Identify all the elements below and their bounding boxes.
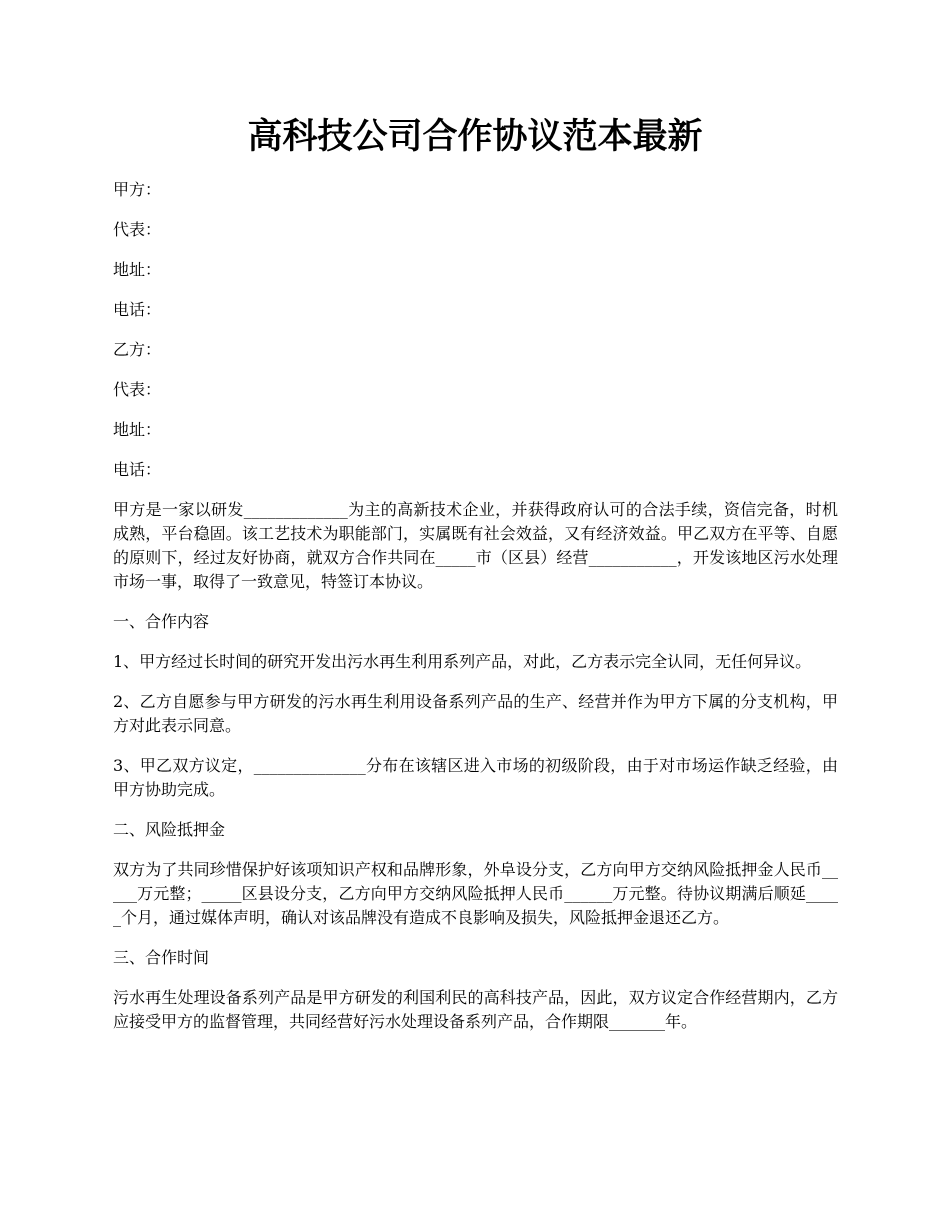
- intro-paragraph: 甲方是一家以研发_____________为主的高新技术企业，并获得政府认可的合法手续，资信完备，时机成熟，平台稳固。该工艺技术为职能部门，实属既有社会效益，又有经济效益。甲乙双方在平等、自愿的原则下，经过友好协商，就双方合作共同在_____市（区县）经营___________，开发该地区污水处理市场一事，取得了一致意见，特签订本协议。: [113, 500, 838, 591]
- section-paragraph: 1、甲方经过长时间的研究开发出污水再生利用系列产品，对此，乙方表示完全认同，无任何异议。: [113, 652, 812, 671]
- section-paragraph: 3、甲乙双方议定，______________分布在该辖区进入市场的初级阶段，由于对市场运作缺乏经验，由甲方协助完成。: [113, 756, 838, 799]
- section-heading: 一、合作内容: [113, 612, 210, 631]
- section-paragraph: 双方为了共同珍惜保护好该项知识产权和品牌形象，外阜设分支，乙方向甲方交纳风险抵押金人民币_____万元整；_____区县设分支，乙方向甲方交纳风险抵押人民币______万元整。待协议期满后顺延_____个月，通过媒体声明，确认对该品牌没有造成不良影响及损失，风险抵押金退还乙方。: [113, 860, 838, 927]
- section-heading: 二、风险抵押金: [113, 820, 226, 839]
- party-a-name-label: 甲方：: [113, 180, 162, 199]
- party-a-rep-label: 代表：: [113, 220, 162, 239]
- document-body: [113, 178, 838, 1050]
- party-b-address-label: 地址：: [113, 420, 162, 439]
- party-a-phone-label: 电话：: [113, 300, 162, 319]
- section-paragraph: 2、乙方自愿参与甲方研发的污水再生利用设备系列产品的生产、经营并作为甲方下属的分支机构，甲方对此表示同意。: [113, 692, 838, 735]
- document-title: 高科技公司合作协议范本最新: [247, 116, 703, 157]
- party-b-rep-label: 代表：: [113, 380, 162, 399]
- party-b-name-label: 乙方：: [113, 340, 162, 359]
- party-b-phone-label: 电话：: [113, 460, 162, 479]
- section-paragraph: 污水再生处理设备系列产品是甲方研发的利国利民的高科技产品，因此，双方议定合作经营期内，乙方应接受甲方的监督管理，共同经营好污水处理设备系列产品，合作期限_______年。: [113, 988, 838, 1031]
- section-heading: 三、合作时间: [113, 948, 210, 967]
- party-a-address-label: 地址：: [113, 260, 162, 279]
